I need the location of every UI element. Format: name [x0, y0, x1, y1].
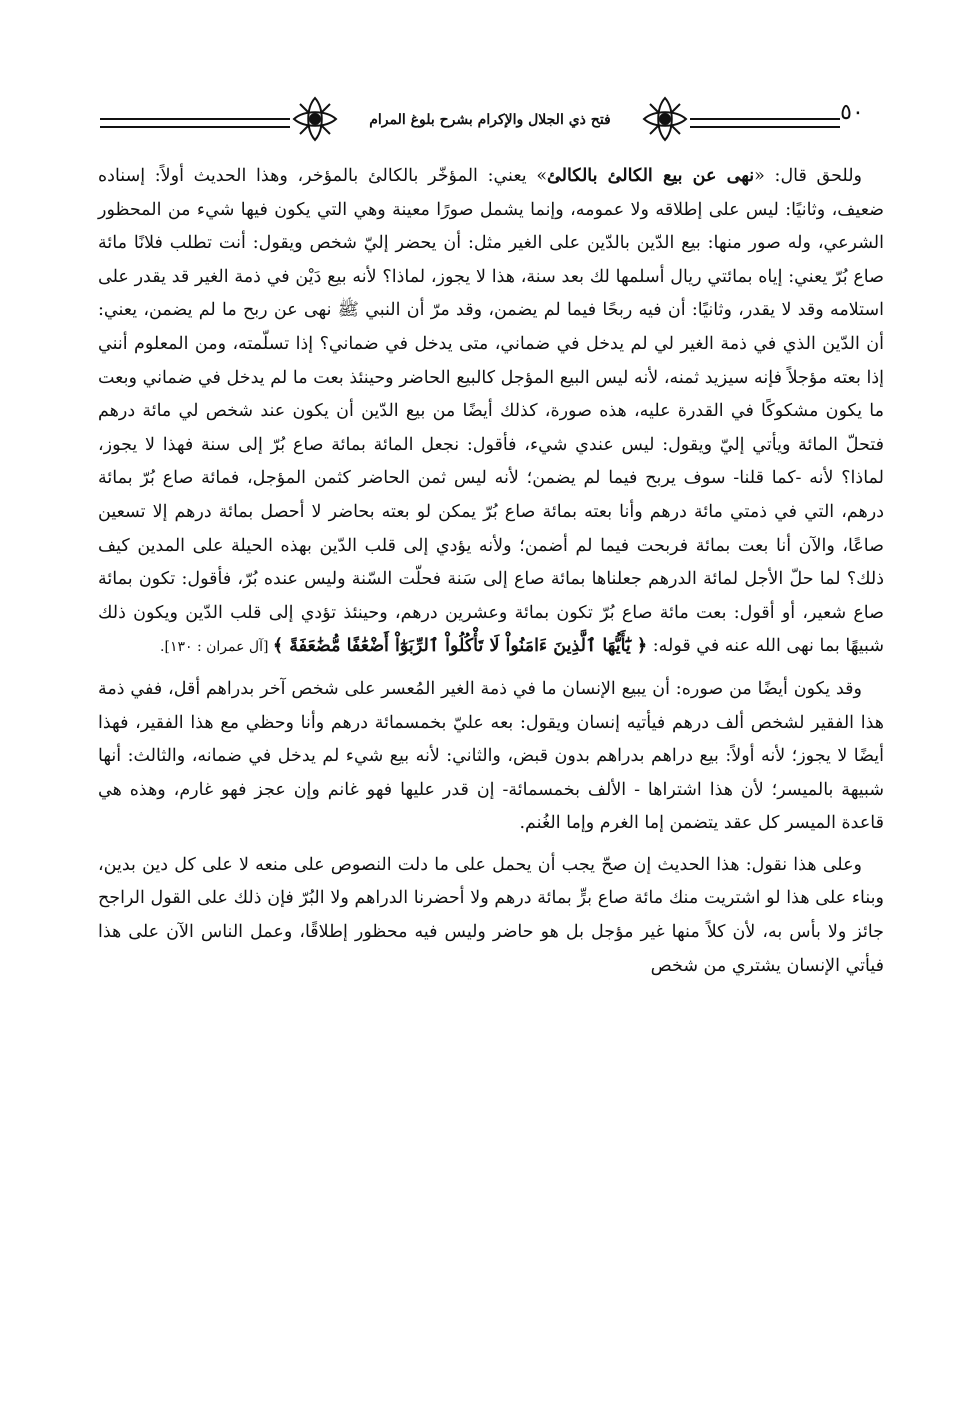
verse-reference: [آل عمران : ١٣٠].	[160, 639, 273, 656]
paragraph-1-intro: وللحق قال: «	[754, 166, 863, 186]
paragraph-3: وعلى هذا نقول: هذا الحديث إن صحّ يجب أن يحمل على ما دلت النصوص على منعه لا على كل دين بدين، وبناء على هذا لو اشتريت منك مائة صاع برٍّ بمائة درهم ولا أحضرنا الدراهم ولا البُرّ فإن ذلك على القول الراجح جائز ولا بأس به، لأن كلاً منها غير مؤجل بل هو حاضر وليس فيه محظور إطلاقًا، وعمل الناس الآن على هذا فيأتي الإنسان يشتري من شخص	[98, 854, 884, 976]
book-title: فتح ذي الجلال والإكرام بشرح بلوغ المرام	[369, 112, 611, 128]
hadith-quote: نهى عن بيع الكالئ بالكالئ	[547, 166, 755, 186]
paragraph-1	[98, 160, 884, 665]
ornament-right-icon	[640, 94, 690, 144]
paragraph-2: وقد يكون أيضًا من صوره: أن يبيع الإنسان ما في ذمة الغير المُعسر على شخص آخر بدراهم أقل، ففي ذمة هذا الفقير لشخص ألف درهم فيأتيه إنسان ويقول: بعه عليّ بخمسمائة درهم وأنا وحظي مع هذا الفقير، فهذا أيضًا لا يجوز؛ لأنه أولاً: بيع دراهم بدراهم بدون قبض، والثاني: لأنه بيع شيء لم يدخل في ضمانه، والثالث: أنها شبيهة بالميسر؛ لأن هذا اشتراها - الألف بخمسمائة- إن قدر عليها فهو غانم وإن عجز فهو غارم، وهذه هي قاعدة الميسر كل عقد يتضمن إما الغرم وإما الغُنم.	[98, 678, 884, 834]
header-rule-right	[690, 118, 840, 128]
quran-verse: ﴿ يَٰٓأَيُّهَا ٱلَّذِينَ ءَامَنُواْ لَا تَأْكُلُواْ ٱلرِّبَوٰٓاْ أَضْعَٰفًا مُّضَٰعَفَةً ﴾	[272, 636, 648, 657]
page-body	[98, 160, 884, 983]
page-header	[0, 80, 978, 150]
paragraph-1-text: » يعني: المؤخّر بالكالئ بالمؤخر، وهذا الحديث أولاً: إسناده ضعيف، وثانيًا: ليس على إطلاقه ولا عمومه، وإنما يشمل صورًا معينة وهي التي يكون فيها شيء من المحظور الشرعي، وله صور منها: بيع الدّين بالدّين على الغير مثل: أن يحضر إليّ شخص ويقول: أنت تطلب فلانًا مائة صاع بُرّ يعني: إياه بمائتي ريال أسلمها لك بعد سنة، هذا لا يجوز، لماذا؟ لأنه بيع دَيْن في ذمة الغير قد يقدر على استلامه وقد لا يقدر، وثانيًا: أن فيه ربحًا فيما لم يضمن، وقد مرّ أن النبي ﷺ نهى عن ربح ما لم يضمن، يعني: أن الدّين الذي في ذمة الغير لي لم يدخل في ضماني، متى يدخل في ضماني؟ إذا تسلّمته، ومن المعلوم أنني إذا بعته مؤجلاً فإنه سيزيد ثمنه، لأنه ليس البيع المؤجل كالبيع الحاضر وحينئذ بعت ما لم يدخل في ضماني وبعت ما يكون مشكوكًا في القدرة عليه، هذه صورة، كذلك أيضًا من بيع الدّين أن يكون عند شخص لي مائة درهم فتحلّ المائة ويأتي إليّ ويقول: ليس عندي شيء، فأقول: نجعل المائة بمائة صاع بُرّ إلى سنة فهذا لا يجوز، لماذا؟ لأنه -كما قلنا- سوف يربح فيما لم يضمن؛ لأنه ليس ثمن الحاضر كثمن المؤجل، فمائة صاع بُرّ بمائة درهم، التي في ذمتي مائة درهم وأنا بعته بمائة صاع بُرّ يمكن لو بعته بحاضر لا أحصل بمائة درهم إلا تسعين صاعًا، والآن أنا بعت بمائة فربحت فيما لم أضمن؛ ولأنه يؤدي إلى قلب الدّين بهذه الحيلة على المدين كيف ذلك؟ لما حلّ الأجل لمائة الدرهم جعلناها بمائة صاع إلى سَنة فحلّت السّنة وليس عنده بُرّ، فأقول: تكون بمائة صاع شعير، أو أقول: بعت مائة صاع بُرّ تكون بمائة وعشرين درهم، وحينئذ تؤدي إلى قلب الدّين ويكون ذلك شبيهًا بما نهى الله عنه في قوله:	[98, 166, 884, 657]
header-rule-left	[100, 118, 290, 128]
page-number: ٥٠	[840, 100, 864, 125]
ornament-left-icon	[290, 94, 340, 144]
